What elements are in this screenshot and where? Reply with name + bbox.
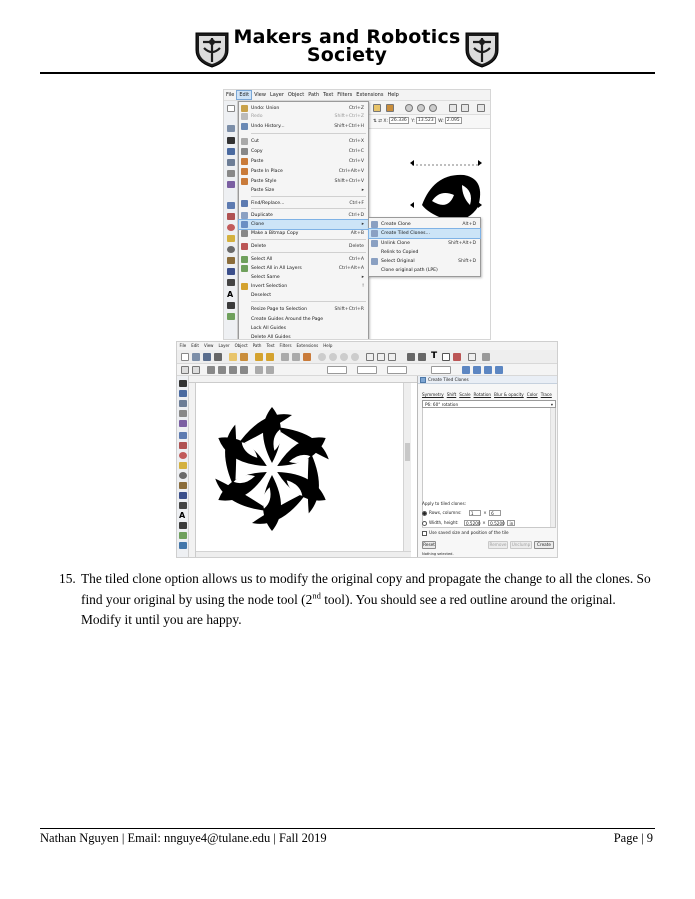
menu-item-select-all[interactable] <box>239 255 368 264</box>
menu-item-cut[interactable] <box>239 137 368 146</box>
society-title: Makers and Robotics Society <box>233 26 461 66</box>
submenu-item-shortcut: Shift+Alt+D <box>448 241 476 246</box>
menu-extensions[interactable]: Extensions <box>356 92 384 98</box>
menu-item-label: Undo History... <box>251 124 285 129</box>
width-input[interactable]: 0.5200 <box>465 521 481 526</box>
width-height-row <box>422 520 516 526</box>
menu-item-shortcut: Alt+B <box>350 231 364 236</box>
open-icon[interactable] <box>227 125 235 132</box>
dialog-tabs <box>422 391 556 399</box>
menu-item-shortcut: Ctrl+F <box>349 201 364 206</box>
vertical-ruler <box>189 383 196 558</box>
menu-item-duplicate[interactable] <box>239 211 368 220</box>
menu-item-find-replace[interactable] <box>239 199 368 208</box>
deselect-icon <box>241 292 248 299</box>
ungroup-icon[interactable] <box>418 353 426 361</box>
make-a-bitmap-copy-icon <box>241 230 248 237</box>
invert-selection-icon <box>241 283 248 290</box>
clone-submenu <box>368 217 481 277</box>
menu-path[interactable]: Path <box>252 343 262 348</box>
menu-item-shortcut: Ctrl+X <box>348 139 364 144</box>
lock-all-guides-icon <box>241 325 248 332</box>
menu-item-label: Find/Replace... <box>251 201 285 206</box>
pane-scrollbar[interactable] <box>550 408 555 527</box>
menu-item-label: Delete All Guides <box>251 335 291 340</box>
height-input[interactable]: 0.5200 <box>490 521 505 526</box>
star-tool-icon[interactable] <box>227 235 235 242</box>
zoom-drawing-icon[interactable] <box>417 104 425 112</box>
menu-item-label: Invert Selection <box>251 284 288 289</box>
vertical-scrollbar[interactable] <box>403 383 411 551</box>
pen-tool-icon[interactable] <box>179 492 187 499</box>
cut-icon <box>241 138 248 145</box>
menu-help[interactable]: Help <box>323 343 333 348</box>
menu-item-select-same[interactable] <box>239 273 368 282</box>
submenu-item-label: Relink to Copied <box>381 250 419 255</box>
w-input[interactable]: 2.095 <box>446 118 460 123</box>
relink-to-copied-icon <box>371 249 378 256</box>
menu-item-label: Make a Bitmap Copy <box>251 231 299 236</box>
copy-icon[interactable] <box>281 353 289 361</box>
duplicate-icon[interactable] <box>449 104 457 112</box>
select-all-icon[interactable] <box>181 366 189 374</box>
menu-item-shortcut: ▸ <box>361 275 364 280</box>
menu-file[interactable]: File <box>179 343 187 348</box>
eraser-tool-icon[interactable] <box>227 313 235 320</box>
chevron-down-icon: ▾ <box>550 402 553 407</box>
horizontal-ruler <box>189 376 417 383</box>
clone-icon <box>241 221 248 228</box>
submenu-item-create-tiled-clones[interactable] <box>369 229 480 238</box>
width-height-label: Width, height: <box>429 520 459 525</box>
menu-item-shortcut: Shift+Ctrl+H <box>334 124 364 129</box>
submenu-item-unlink-clone[interactable] <box>369 239 480 248</box>
scale-handle-icon <box>478 202 482 208</box>
lower-icon[interactable] <box>266 366 274 374</box>
status-text: Nothing selected. <box>422 552 454 556</box>
menu-layer[interactable]: Layer <box>218 343 230 348</box>
create-tiled-clones-icon <box>371 230 378 237</box>
paste-size-icon <box>241 187 248 194</box>
menu-item-delete-all-guides[interactable] <box>239 333 368 340</box>
menu-item-shortcut: Delete <box>348 244 364 249</box>
undo-union-icon <box>241 105 248 112</box>
menu-item-shortcut: ▸ <box>361 188 364 193</box>
zoom-width-icon[interactable] <box>351 353 359 361</box>
menu-item-label: Create Guides Around the Page <box>251 317 324 322</box>
node-tool-icon[interactable] <box>179 390 187 397</box>
redo-icon <box>241 113 248 120</box>
tool-controls-bar <box>369 115 491 129</box>
y-label: Y: <box>411 119 415 124</box>
menu-layer[interactable]: Layer <box>269 92 284 98</box>
tweak-tool-icon[interactable] <box>179 400 187 407</box>
paste-style-icon <box>241 178 248 185</box>
width-height-radio[interactable] <box>422 521 427 526</box>
node-tool-icon[interactable] <box>227 148 235 155</box>
remove-button[interactable]: Remove <box>489 542 507 547</box>
create-guides-around-the-page-icon <box>241 316 248 323</box>
new-doc-icon[interactable] <box>181 353 189 361</box>
saved-size-row <box>422 530 509 536</box>
footer-author: Nathan Nguyen | Email: nnguye4@tulane.edu | Fall 2019 <box>40 831 327 845</box>
delete-icon <box>241 243 248 250</box>
cut-icon[interactable] <box>292 353 300 361</box>
zoom-page-icon[interactable] <box>429 104 437 112</box>
menu-separator <box>251 252 366 253</box>
x-input[interactable]: 26.336 <box>391 118 407 123</box>
ellipse-tool-icon[interactable] <box>179 452 187 459</box>
menu-item-create-guides-around-the-page[interactable] <box>239 315 368 324</box>
undo-history-icon <box>241 123 248 130</box>
menu-item-redo[interactable] <box>239 112 368 121</box>
zoom-tool-icon[interactable] <box>227 170 235 177</box>
copy-icon <box>241 148 248 155</box>
menu-item-paste-style[interactable] <box>239 177 368 186</box>
clone-icon[interactable] <box>461 104 469 112</box>
menu-item-deselect[interactable] <box>239 291 368 300</box>
submenu-item-label: Create Clone <box>381 222 411 227</box>
menu-item-label: Clone <box>251 222 265 227</box>
columns-input[interactable]: 6 <box>489 510 501 516</box>
select-all-icon <box>241 256 248 263</box>
spray-tool-icon[interactable] <box>179 522 187 529</box>
society-logo-right <box>464 30 500 68</box>
measure-tool-icon[interactable] <box>179 420 187 427</box>
submenu-item-create-clone[interactable] <box>369 220 480 229</box>
menu-item-label: Delete <box>251 244 267 249</box>
submenu-item-label: Unlink Clone <box>381 241 410 246</box>
menu-item-paste-in-place[interactable] <box>239 167 368 176</box>
symmetry-select[interactable] <box>422 400 556 408</box>
select-all-in-all-layers-icon <box>241 265 248 272</box>
menu-item-lock-all-guides[interactable] <box>239 324 368 333</box>
spray-tool-icon[interactable] <box>227 302 235 309</box>
calligraphy-tool-icon[interactable] <box>179 502 187 509</box>
edit-menu <box>238 101 369 340</box>
tab-symmetry[interactable]: Symmetry <box>422 392 444 397</box>
duplicate-icon <box>241 212 248 219</box>
times-label: × <box>482 520 486 525</box>
rows-columns-row <box>422 510 502 516</box>
x-label: X: <box>383 119 389 124</box>
menu-item-label: Redo <box>251 114 263 119</box>
duplicate-icon[interactable] <box>366 353 374 361</box>
rect-tool-icon[interactable] <box>227 202 235 209</box>
commands-bar <box>369 101 491 115</box>
menu-item-shortcut: Ctrl+C <box>348 149 364 154</box>
menu-item-label: Select Same <box>251 275 280 280</box>
menu-separator <box>251 133 366 134</box>
menu-filters[interactable]: Filters <box>279 343 292 348</box>
menu-item-label: Deselect <box>251 293 272 298</box>
export-icon[interactable] <box>240 353 248 361</box>
open-icon[interactable] <box>192 353 200 361</box>
symmetry-value: P6: 60° rotation <box>425 402 459 407</box>
society-logo-left <box>194 30 230 68</box>
select-tool-icon[interactable] <box>227 137 235 144</box>
h-input[interactable] <box>431 366 451 374</box>
submenu-item-label: Clone original path (LPE) <box>381 268 438 273</box>
flip-h-icon[interactable] <box>229 366 237 374</box>
y-input[interactable]: 13.523 <box>417 118 434 123</box>
step-text: The tiled clone option allows us to modify the original copy and propagate the change to all the clones. So find your original by using the node tool (2nd tool). You should see a red outline around the original. Modify it until you are happy. <box>81 571 651 627</box>
rotate-ccw-icon[interactable] <box>207 366 215 374</box>
menu-separator <box>251 208 366 209</box>
submenu-item-shortcut: Shift+D <box>458 259 476 264</box>
y-input[interactable] <box>357 366 377 374</box>
rotate-cw-icon[interactable] <box>218 366 226 374</box>
select-tool-icon[interactable] <box>179 380 187 387</box>
menubar <box>177 342 558 350</box>
layers-icon[interactable] <box>442 353 450 361</box>
apply-label: Apply to tiled clones: <box>422 501 467 506</box>
group-icon[interactable] <box>477 104 485 112</box>
step-number: 15. <box>59 571 76 586</box>
page-number: Page | 9 <box>613 831 653 845</box>
unlink-clone-icon <box>371 240 378 247</box>
select-same-icon <box>241 274 248 281</box>
tab-trace[interactable]: Trace <box>540 392 552 397</box>
menu-item-shortcut: Shift+Ctrl+Z <box>334 114 364 119</box>
menu-item-delete[interactable] <box>239 242 368 251</box>
flip-v-icon[interactable] <box>240 366 248 374</box>
paste-in-place-icon <box>241 168 248 175</box>
create-tiled-clones-dialog <box>417 376 558 558</box>
menu-item-label: Paste <box>251 159 264 164</box>
select-all-layers-icon[interactable] <box>192 366 200 374</box>
pen-tool-icon[interactable] <box>227 268 235 275</box>
saved-size-checkbox[interactable] <box>422 531 427 536</box>
commands-bar <box>177 350 558 364</box>
clone-original-path-lpe-icon <box>371 267 378 274</box>
menu-separator <box>251 239 366 240</box>
menu-item-label: Paste Size <box>251 188 275 193</box>
zoom-drawing-icon[interactable] <box>329 353 337 361</box>
menu-separator <box>251 301 366 302</box>
unit-select[interactable]: in <box>507 520 515 526</box>
pencil-tool-icon[interactable] <box>179 482 187 489</box>
clone-icon[interactable] <box>377 353 385 361</box>
menu-item-paste-size[interactable] <box>239 186 368 195</box>
menu-item-resize-page-to-selection[interactable] <box>239 305 368 314</box>
menu-item-shortcut: Ctrl+D <box>348 213 364 218</box>
menu-item-shortcut: Ctrl+V <box>348 159 364 164</box>
menu-filters[interactable]: Filters <box>337 92 353 98</box>
submenu-item-select-original[interactable] <box>369 257 480 266</box>
menu-item-paste[interactable] <box>239 157 368 166</box>
menu-item-label: Undo: Union <box>251 106 280 111</box>
menu-item-shortcut: ▸ <box>361 222 364 227</box>
menu-item-label: Paste In Place <box>251 169 283 174</box>
horizontal-scrollbar[interactable] <box>196 551 411 558</box>
3d-box-tool-icon[interactable] <box>179 442 187 449</box>
menu-item-label: Paste Style <box>251 179 277 184</box>
menu-item-shortcut: Shift+Ctrl+R <box>334 307 364 312</box>
menu-item-shortcut: Ctrl+A <box>348 257 364 262</box>
xml-editor-icon[interactable] <box>468 353 476 361</box>
tool-controls-bar <box>177 364 558 376</box>
fill-stroke-icon[interactable] <box>453 353 461 361</box>
menu-view[interactable]: View <box>203 343 214 348</box>
x-input[interactable] <box>327 366 347 374</box>
create-button[interactable]: Create <box>534 541 554 549</box>
eraser-tool-icon[interactable] <box>179 532 187 539</box>
text-tool-icon[interactable]: A <box>179 511 186 520</box>
rows-input[interactable]: 1 <box>469 510 481 516</box>
new-doc-icon[interactable] <box>227 105 235 112</box>
menu-help[interactable]: Help <box>387 92 399 98</box>
redo-icon[interactable] <box>266 353 274 361</box>
menu-text[interactable]: Text <box>266 343 275 348</box>
star-tool-icon[interactable] <box>179 462 187 469</box>
preferences-icon[interactable] <box>482 353 490 361</box>
menu-item-shortcut: Ctrl+Alt+V <box>338 169 364 174</box>
submenu-item-relink-to-copied[interactable] <box>369 248 480 257</box>
tab-rotation[interactable]: Rotation <box>473 392 492 397</box>
menu-separator <box>251 196 366 197</box>
undo-icon[interactable] <box>255 353 263 361</box>
raise-icon[interactable] <box>255 366 263 374</box>
menu-object[interactable]: Object <box>234 343 248 348</box>
select-original-icon <box>371 258 378 265</box>
delete-all-guides-icon <box>241 334 248 340</box>
rows-columns-radio[interactable] <box>422 511 427 516</box>
reset-button[interactable]: Reset <box>423 542 435 547</box>
pencil-tool-icon[interactable] <box>227 257 235 264</box>
toolbox <box>177 376 189 558</box>
text-tool-icon[interactable]: A <box>227 290 234 299</box>
text-dialog-icon[interactable]: T <box>431 351 438 361</box>
menu-item-shortcut: Ctrl+Z <box>348 106 364 111</box>
footer-divider <box>40 828 655 829</box>
scroll-thumb[interactable] <box>405 443 410 461</box>
menu-edit[interactable]: Edit <box>236 90 252 100</box>
menu-item-label: Select All <box>251 257 273 262</box>
tab-blur-opacity[interactable]: Blur & opacity <box>494 392 524 397</box>
paste-icon <box>241 158 248 165</box>
zoom-page-icon[interactable] <box>340 353 348 361</box>
import-icon[interactable] <box>373 104 381 112</box>
toolbox <box>224 101 238 340</box>
menu-item-shortcut: Shift+Ctrl+V <box>334 179 364 184</box>
unclump-button[interactable]: Unclump <box>511 542 531 547</box>
submenu-item-label: Select Original <box>381 259 415 264</box>
menu-file[interactable]: File <box>226 92 235 98</box>
bucket-tool-icon[interactable] <box>179 542 187 549</box>
zoom-selection-icon[interactable] <box>405 104 413 112</box>
times-label: × <box>483 510 487 515</box>
zoom-selection-icon[interactable] <box>318 353 326 361</box>
spiral-tool-icon[interactable] <box>227 246 235 253</box>
find-replace-icon <box>241 200 248 207</box>
menu-edit[interactable]: Edit <box>191 343 199 348</box>
menu-item-label: Lock All Guides <box>251 326 286 331</box>
tiled-clones-icon <box>420 377 426 383</box>
scale-handle-icon <box>478 160 482 166</box>
submenu-item-label: Create Tiled Clones... <box>381 231 430 236</box>
move-gradients-icon[interactable] <box>484 366 492 374</box>
saved-size-label: Use saved size and position of the tile <box>429 530 509 535</box>
menu-path[interactable]: Path <box>308 92 320 98</box>
menu-item-label: Cut <box>251 139 259 144</box>
dialog-title: Create Tiled Clones <box>418 376 558 384</box>
menu-item-label: Select All in All Layers <box>251 266 302 271</box>
menu-view[interactable]: View <box>254 92 266 98</box>
paste-icon[interactable] <box>303 353 311 361</box>
scale-handle-icon <box>410 202 414 208</box>
menu-item-select-all-in-all-layers[interactable] <box>239 264 368 273</box>
menu-item-shortcut: ! <box>362 284 364 289</box>
rows-columns-label: Rows, columns: <box>429 510 462 515</box>
menu-item-label: Copy <box>251 149 263 154</box>
w-label: W: <box>438 119 444 124</box>
submenu-item-clone-original-path-lpe[interactable] <box>369 266 480 275</box>
w-input[interactable] <box>387 366 407 374</box>
menu-item-label: Resize Page to Selection <box>251 307 308 312</box>
group-icon[interactable] <box>407 353 415 361</box>
align-icon[interactable]: ⇅ ⇄ <box>373 119 382 124</box>
tab-color[interactable]: Color <box>526 392 538 397</box>
print-icon[interactable] <box>214 353 222 361</box>
menu-item-invert-selection[interactable] <box>239 282 368 291</box>
save-icon[interactable] <box>203 353 211 361</box>
measure-tool-icon[interactable] <box>227 181 235 188</box>
ellipse-tool-icon[interactable] <box>227 224 235 231</box>
tab-shift[interactable]: Shift <box>446 392 457 397</box>
spiral-tool-icon[interactable] <box>179 472 187 479</box>
menu-item-clone[interactable] <box>239 220 368 229</box>
3d-box-tool-icon[interactable] <box>227 213 235 220</box>
resize-page-to-selection-icon <box>241 306 248 313</box>
submenu-item-shortcut: Alt+D <box>462 222 476 227</box>
inkscape-edit-menu-screenshot <box>223 89 491 340</box>
menu-extensions[interactable]: Extensions <box>296 343 319 348</box>
calligraphy-tool-icon[interactable] <box>227 279 235 286</box>
menu-item-label: Duplicate <box>251 213 273 218</box>
tab-scale[interactable]: Scale <box>459 392 471 397</box>
import-icon[interactable] <box>229 353 237 361</box>
inkscape-tiled-clones-screenshot <box>176 341 558 558</box>
page-header <box>0 28 695 72</box>
header-divider <box>40 72 655 74</box>
tiled-flower-drawing[interactable] <box>196 383 403 551</box>
menu-text[interactable]: Text <box>323 92 334 98</box>
menu-item-copy[interactable] <box>239 147 368 156</box>
menubar <box>224 90 491 101</box>
menu-item-make-a-bitmap-copy[interactable] <box>239 229 368 238</box>
zoom-tool-icon[interactable] <box>179 410 187 417</box>
drawing-canvas[interactable] <box>196 383 403 551</box>
move-patterns-icon[interactable] <box>495 366 503 374</box>
scale-corners-icon[interactable] <box>473 366 481 374</box>
menu-item-shortcut: Ctrl+Alt+A <box>338 266 364 271</box>
tweak-tool-icon[interactable] <box>227 159 235 166</box>
export-icon[interactable] <box>386 104 394 112</box>
menu-object[interactable]: Object <box>287 92 305 98</box>
scale-stroke-icon[interactable] <box>462 366 470 374</box>
create-clone-icon <box>371 221 378 228</box>
menu-item-undo-history[interactable] <box>239 122 368 131</box>
rect-tool-icon[interactable] <box>179 432 187 439</box>
unlink-clone-icon[interactable] <box>388 353 396 361</box>
